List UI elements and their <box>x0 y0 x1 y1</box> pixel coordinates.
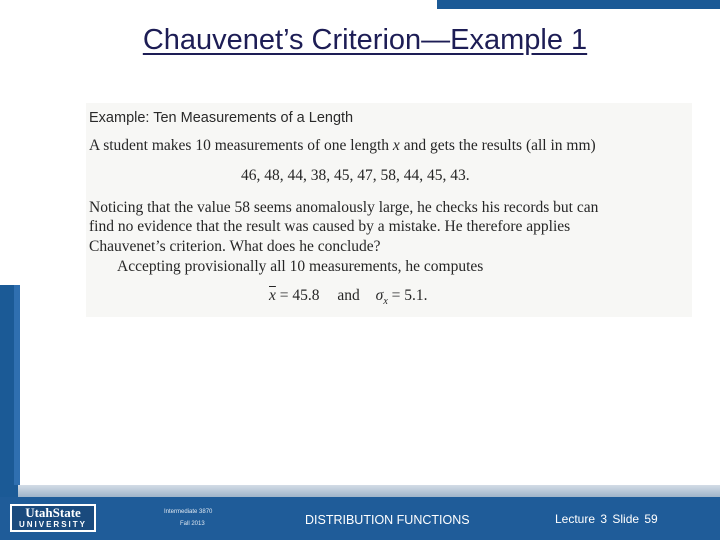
logo-text-top: UtahState <box>25 505 81 520</box>
excerpt-heading: Example: Ten Measurements of a Length <box>89 110 354 126</box>
university-logo <box>10 504 96 532</box>
sigma-symbol: σ <box>375 287 384 304</box>
slide-title: Chauvenet’s Criterion—Example 1 <box>142 24 588 56</box>
measurement-values: 46, 48, 44, 38, 45, 47, 58, 44, 45, 43. <box>241 167 470 184</box>
logo-text-bottom: UNIVERSITY <box>18 520 87 529</box>
mean-symbol: $\overline{x}$ <box>269 287 276 304</box>
excerpt-line-1-end: and gets the results (all in mm) <box>399 137 596 154</box>
top-accent-bar <box>437 0 720 9</box>
excerpt-line-4: find no evidence that the result was caused by a mistake. He therefore applies <box>89 218 571 235</box>
course-label: Intermediate 3870 <box>164 509 213 515</box>
mean-value: = 45.8 <box>279 287 320 304</box>
textbook-excerpt-image <box>86 103 692 317</box>
and-word: and <box>337 287 360 304</box>
bottom-frame-bar <box>18 485 720 497</box>
left-accent-bar-inner <box>14 285 20 485</box>
sigma-value: = 5.1. <box>391 287 428 304</box>
sigma-subscript: x <box>383 296 388 308</box>
excerpt-line-3: Noticing that the value 58 seems anomalously large, he checks his records but can <box>89 199 599 216</box>
excerpt-line-6: Accepting provisionally all 10 measurements, he computes <box>117 258 484 275</box>
term-label: Fall 2013 <box>180 521 205 527</box>
footer-bar <box>0 497 720 540</box>
excerpt-line-1-start: A student makes 10 measurements of one length <box>89 137 393 154</box>
lecture-slide-number: Lecture 3 Slide 59 <box>555 512 658 526</box>
result-equation <box>269 287 428 307</box>
excerpt-line-5: Chauvenet’s criterion. What does he conclude? <box>89 238 381 255</box>
excerpt-line-1 <box>89 137 596 155</box>
excerpt-variable-x: x <box>392 137 400 154</box>
section-title: DISTRIBUTION FUNCTIONS <box>305 513 470 527</box>
